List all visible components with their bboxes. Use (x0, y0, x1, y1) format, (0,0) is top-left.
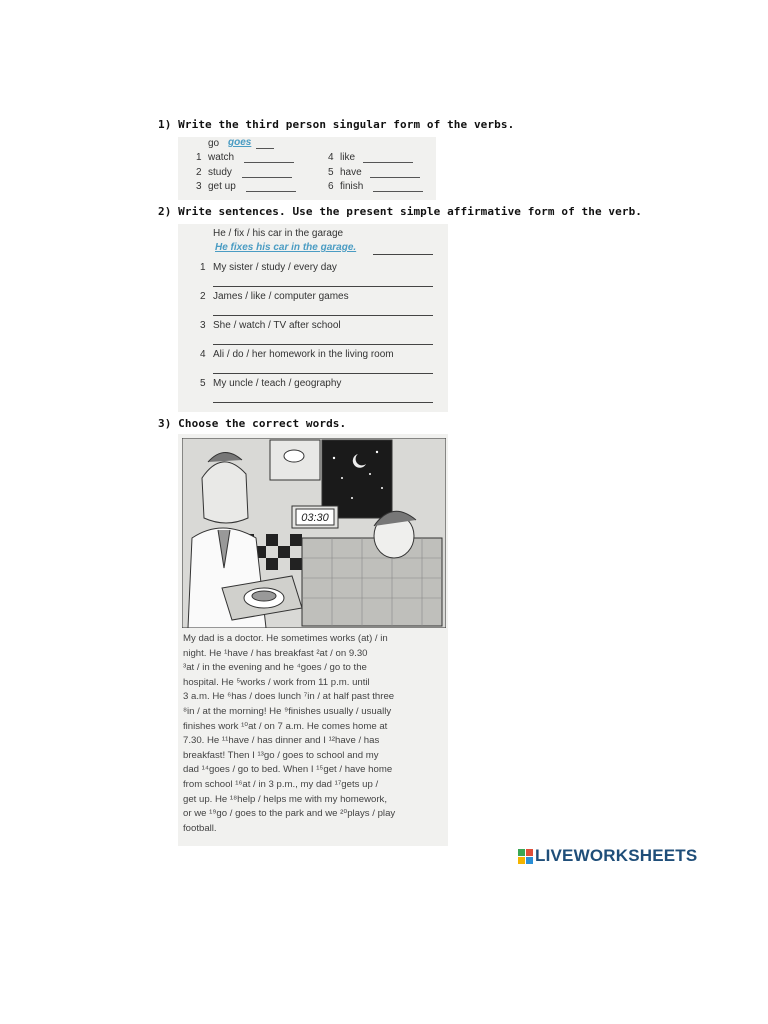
liveworksheets-logo (518, 846, 697, 866)
story-line: ³at / in the evening and he ⁴goes / go to the (183, 662, 367, 674)
exercise-3-box (178, 434, 448, 846)
story-line: from school ¹⁶at / in 3 p.m., my dad ¹⁷gets up / (183, 778, 379, 790)
verb-word: watch (208, 152, 235, 163)
example-prompt: He / fix / his car in the garage (213, 228, 344, 239)
answer-blank[interactable] (363, 162, 413, 163)
exercise-1-box (178, 137, 436, 200)
item-number: 6 (328, 181, 334, 192)
clock-time: 03:30 (301, 512, 329, 524)
story-line: 3 a.m. He ⁶has / does lunch ⁷in / at half past three (183, 691, 395, 703)
answer-line[interactable] (213, 402, 433, 403)
answer-blank[interactable] (373, 191, 423, 192)
sentence-prompt: Ali / do / her homework in the living room (213, 349, 394, 360)
item-number: 4 (200, 349, 206, 360)
item-number: 5 (200, 378, 206, 389)
answer-line[interactable] (213, 344, 433, 345)
exercise-2-title: 2) Write sentences. Use the present simple affirmative form of the verb. (158, 205, 643, 218)
logo-icon (518, 849, 533, 864)
story-line: football. (183, 822, 217, 834)
exercise-3-title: 3) Choose the correct words. (158, 417, 347, 430)
story-line: My dad is a doctor. He sometimes works (at) / in (183, 633, 388, 644)
item-number: 3 (200, 320, 206, 331)
story-line: ⁸in / at the morning! He ⁹finishes usually / usually (183, 705, 392, 717)
answer-line[interactable] (213, 286, 433, 287)
story-line: or we ¹⁹go / goes to the park and we ²⁰plays / play (183, 808, 396, 820)
exercise-1-title: 1) Write the third person singular form of the verbs. (158, 118, 515, 131)
example-answer: goes (228, 137, 252, 148)
story-line: get up. He ¹⁸help / helps me with my homework, (183, 793, 388, 805)
doctor-night-illustration (182, 438, 446, 628)
item-number: 2 (200, 291, 206, 302)
logo-text: LIVEWORKSHEETS (535, 846, 698, 865)
story-line: night. He ¹have / has breakfast ²at / on 9.30 (183, 647, 368, 659)
story-line: hospital. He ⁵works / work from 11 p.m. until (183, 676, 370, 688)
verb-word: study (208, 167, 232, 178)
verb-word: finish (340, 181, 364, 192)
sentence-prompt: She / watch / TV after school (213, 320, 341, 331)
verb-word: get up (208, 181, 236, 192)
answer-blank[interactable] (370, 177, 420, 178)
story-line: breakfast! Then I ¹³go / goes to school and my (183, 749, 379, 761)
sentence-prompt: My sister / study / every day (213, 262, 337, 273)
story-line: finishes work ¹⁰at / on 7 a.m. He comes home at (183, 720, 388, 732)
item-number: 5 (328, 167, 334, 178)
item-number: 2 (196, 167, 202, 178)
sentence-prompt: James / like / computer games (213, 291, 349, 302)
answer-blank[interactable] (244, 162, 294, 163)
example-answer: He fixes his car in the garage. (215, 242, 357, 253)
sentence-prompt: My uncle / teach / geography (213, 378, 342, 389)
item-number: 4 (328, 152, 334, 163)
verb-word: like (340, 152, 356, 163)
verb-word: have (340, 167, 362, 178)
exercise-2-box (178, 224, 448, 412)
answer-line[interactable] (213, 373, 433, 374)
answer-blank[interactable] (246, 191, 296, 192)
story-line: 7.30. He ¹¹have / has dinner and I ¹²have / has (183, 735, 380, 747)
answer-blank[interactable] (242, 177, 292, 178)
story-text (183, 632, 445, 836)
story-line: dad ¹⁴goes / go to bed. When I ¹⁵get / have home (183, 764, 393, 776)
item-number: 3 (196, 181, 202, 192)
example-line (373, 254, 433, 255)
answer-line[interactable] (213, 315, 433, 316)
item-number: 1 (200, 262, 206, 273)
item-number: 1 (196, 152, 202, 163)
example-line (256, 148, 274, 149)
example-word: go (208, 138, 220, 149)
